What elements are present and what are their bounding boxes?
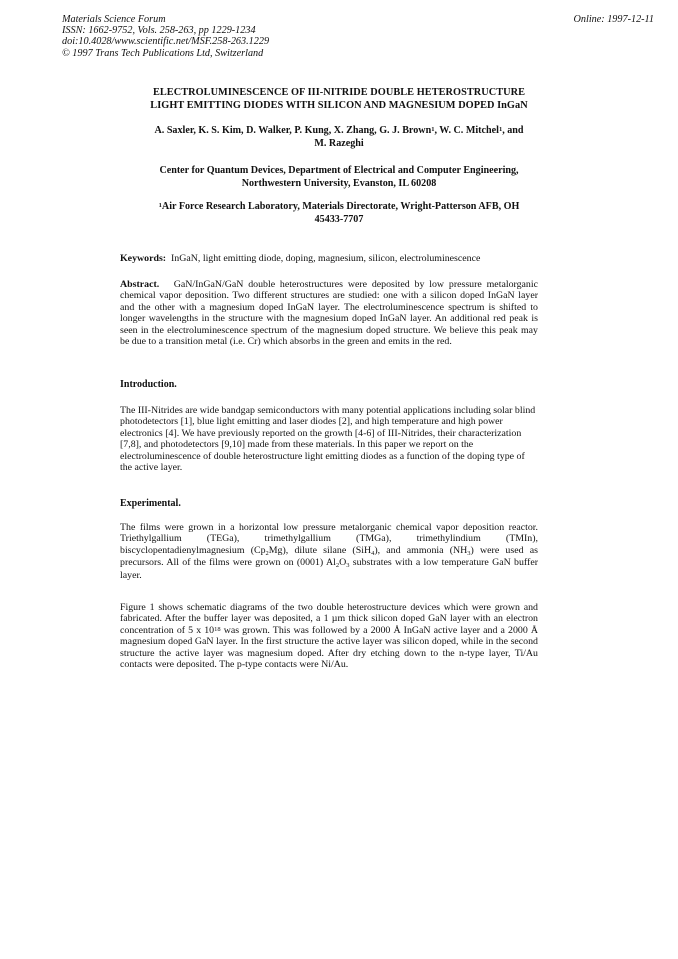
introduction-heading: Introduction. [120, 379, 177, 390]
exp1-sub-5: 3 [346, 562, 350, 570]
affiliation-1-line-1: Center for Quantum Devices, Department of Electrical and Computer Engineering, [159, 165, 519, 176]
exp1-sub-1: 2 [265, 549, 269, 557]
exp2-text-b: was grown. This was followed by a 2000 Å InGaN active layer and a 2000 Å magnesium doped GaN layer. In the first structure the active layer was silicon doped, while in the second structure the active layer was magnesium doped. After dry etching down to the n-type layer, Ti/Au contacts were deposited. The p-type contacts were Ni/Au. [120, 624, 538, 671]
exp1-sub-2: 4 [371, 549, 375, 557]
exp2-sup: 18 [214, 625, 221, 633]
exp1-text-c: ), and ammonia (NH [374, 544, 468, 556]
abstract-paragraph [120, 279, 538, 347]
experimental-paragraph-2 [120, 602, 538, 670]
keywords-text: InGaN, light emitting diode, doping, magnesium, silicon, electroluminescence [171, 253, 481, 264]
abstract-text: GaN/InGaN/GaN double heterostructures were deposited by low pressure metalorganic chemical vapor deposition. Two different structures are studied: one with a silicon doped InGaN layer and the other with a magnesium doped InGaN layer. The electroluminescence spectrum is shifted to longer wavelengths in the structure with the magnesium doped InGaN layer. An additional red peak is seen in the electroluminescence spectrum of the magnesium doped structure. We believe this peak may be due to a transition metal (i.e. Cr) which absorbs in the green and emits in the red. [120, 279, 538, 348]
keywords-label: Keywords: [120, 253, 167, 264]
exp1-sub-3: 3 [467, 549, 471, 557]
author-affil-mark-2: 1 [498, 126, 503, 133]
exp2-text-a: Figure 1 shows schematic diagrams of the two double heterostructure devices which were grown and fabricated. After the buffer layer was deposited, a 1 µm thick silicon doped GaN layer with an electron concentration of 5 x 10 [120, 602, 538, 636]
page-header [62, 14, 654, 59]
paper-title [100, 87, 578, 113]
keywords-paragraph [120, 253, 538, 264]
exp1-text-b: Mg), dilute silane (SiH [268, 544, 372, 556]
copyright-line: © 1997 Trans Tech Publications Ltd, Switzerland [62, 47, 264, 59]
online-date: Online: 1997-12-11 [573, 14, 654, 25]
authors-part-1: A. Saxler, K. S. Kim, D. Walker, P. Kung, X. Zhang, G. J. Brown [154, 125, 432, 136]
authors-part-2: , W. C. Mitchel [434, 125, 499, 136]
exp1-text-d: ) were used as precursors. All of the films were grown on (0001) Al [120, 544, 538, 569]
authors-part-3: , and [502, 125, 524, 136]
exp1-text-e: O [339, 557, 347, 569]
affiliation-2 [112, 200, 566, 226]
affiliation-2-mark: 1 [158, 202, 162, 209]
affiliation-1 [112, 164, 566, 190]
affiliation-2-line-1: Air Force Research Laboratory, Materials Directorate, Wright-Patterson AFB, OH [161, 201, 520, 212]
introduction-paragraph: The III-Nitrides are wide bandgap semiconductors with many potential applications including solar blind photodetectors [1], blue light emitting and laser diodes [2], and high temperature and high power electronics [4]. We have previously reported on the growth [4-6] of III-Nitrides, their characterization [7,8], and photodetectors [9,10] made from these materials. In this paper we report on the electroluminescence of double heterostructure light emitting diodes as a function of the doping type of the active layer. [120, 405, 536, 474]
exp1-text-a: The films were grown in a horizontal low pressure metalorganic chemical vapor deposition reactor. Triethylgallium (TEGa), trimethylgallium (TMGa), trimethylindium (TMIn), biscyclopentadienylmagnesium (Cp [120, 522, 538, 556]
exp1-text-f: substrates with a low temperature GaN buffer layer. [120, 557, 538, 581]
affiliation-2-line-2: 45433-7707 [314, 214, 364, 225]
exp1-sub-4: 2 [335, 562, 340, 570]
author-list [112, 125, 566, 151]
title-line-1: ELECTROLUMINESCENCE OF III-NITRIDE DOUBLE HETEROSTRUCTURE [152, 87, 526, 98]
author-affil-mark-1: 1 [431, 126, 435, 133]
authors-line-2: M. Razeghi [314, 137, 364, 149]
title-line-2: LIGHT EMITTING DIODES WITH SILICON AND MAGNESIUM DOPED InGaN [150, 99, 528, 111]
experimental-heading: Experimental. [120, 498, 181, 509]
abstract-label: Abstract. [120, 279, 160, 290]
journal-name: Materials Science Forum [62, 14, 166, 25]
affiliation-1-line-2: Northwestern University, Evanston, IL 60208 [241, 178, 437, 189]
doi-line: doi:10.4028/www.scientific.net/MSF.258-263.1229 [62, 36, 270, 48]
experimental-paragraph-1 [120, 522, 538, 581]
issn-line: ISSN: 1662-9752, Vols. 258-263, pp 1229-1234 [62, 25, 256, 37]
